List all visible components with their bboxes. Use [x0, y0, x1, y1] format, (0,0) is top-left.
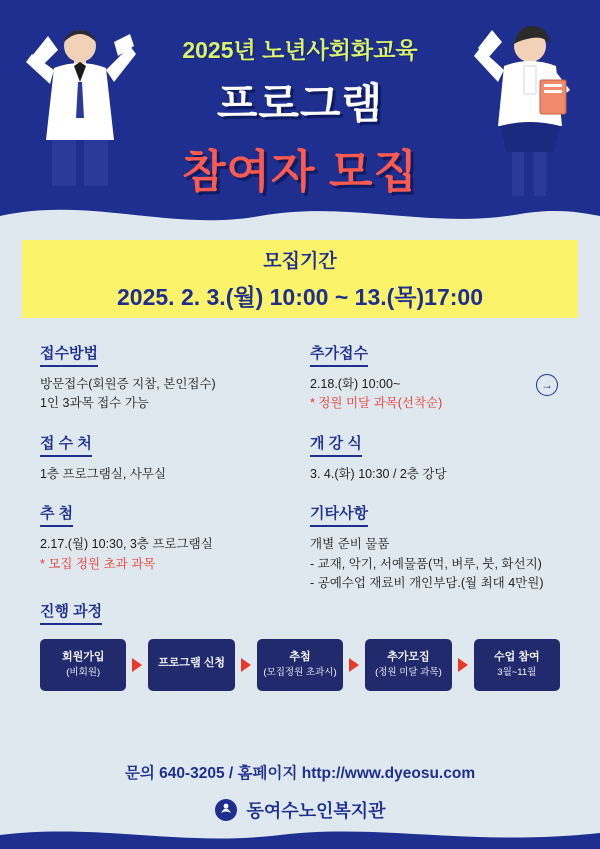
- arrow-right-icon: [349, 658, 359, 672]
- info-block-application-method: [40, 342, 300, 414]
- recruitment-period-box: [22, 240, 578, 318]
- footer-section: [0, 729, 600, 849]
- block-title: 추가접수: [310, 342, 368, 367]
- block-line: 3. 4.(화) 10:30 / 2층 강당: [310, 466, 447, 481]
- title-line-3: 참여자 모집: [182, 146, 418, 197]
- process-step-4: [365, 639, 451, 691]
- arrow-right-icon: [458, 658, 468, 672]
- info-block-additional-application: [310, 342, 580, 414]
- step-main: 추첨: [289, 651, 311, 664]
- process-title: 진행 과정: [40, 600, 102, 625]
- block-line: 방문접수(회원증 지참, 본인접수): [40, 377, 216, 391]
- process-step-3: [257, 639, 343, 691]
- block-line: 개별 준비 물품: [310, 537, 390, 552]
- process-step-5: [474, 639, 560, 691]
- step-sub: (정원 미달 과목): [375, 666, 442, 678]
- organization: [0, 797, 600, 823]
- info-block-other-notes: [310, 502, 580, 593]
- step-sub: 3월~11월: [497, 666, 537, 678]
- block-line: 2.17.(월) 10:30, 3층 프로그램실: [40, 537, 213, 552]
- info-section: [0, 342, 600, 602]
- block-title: 개 강 식: [310, 432, 362, 457]
- block-title: 기타사항: [310, 502, 368, 527]
- info-block-application-place: [40, 432, 300, 484]
- period-label: 모집기간: [263, 251, 337, 272]
- info-column-right: [310, 342, 580, 611]
- title-line-1: 2025년 노년사회화교육: [182, 37, 418, 63]
- poster-title: [0, 0, 600, 232]
- organization-name: 동여수노인복지관: [246, 801, 386, 821]
- title-line-2: 프로그램: [216, 80, 384, 127]
- process-step-2: [148, 639, 234, 691]
- block-line: - 교재, 악기, 서예물품(먹, 벼루, 붓, 화선지): [310, 556, 542, 571]
- header-banner: [0, 0, 600, 232]
- step-sub: (모집정원 초과시): [263, 666, 337, 678]
- footer-contact: 문의 640-3205 / 홈페이지 http://www.dyeosu.com: [124, 765, 476, 782]
- process-section: [40, 600, 560, 691]
- process-steps: [40, 639, 560, 691]
- step-main: 추가모집: [387, 651, 430, 664]
- arrow-right-icon: [132, 658, 142, 672]
- block-line: 1인 3과목 접수 가능: [40, 396, 149, 411]
- logo-icon: [214, 798, 238, 822]
- block-title: 접 수 처: [40, 432, 92, 457]
- step-main: 프로그램 신청: [158, 657, 226, 670]
- block-line: 2.18.(화) 10:00~: [310, 377, 401, 391]
- arrow-right-icon: [241, 658, 251, 672]
- info-column-left: [40, 342, 300, 592]
- step-sub: (비회원): [66, 666, 101, 678]
- block-title: 접수방법: [40, 342, 98, 367]
- period-value: 2025. 2. 3.(월) 10:00 ~ 13.(목)17:00: [117, 284, 483, 310]
- info-block-lottery: [40, 502, 300, 574]
- info-block-opening-ceremony: [310, 432, 580, 484]
- block-note: * 정원 미달 과목(선착순): [310, 396, 443, 411]
- process-step-1: [40, 639, 126, 691]
- arrow-right-icon: →: [536, 374, 558, 396]
- wave-bottom-icon: [0, 823, 600, 849]
- block-line: 1층 프로그램실, 사무실: [40, 466, 167, 481]
- step-main: 수업 참여: [494, 651, 540, 664]
- block-title: 추 첨: [40, 502, 73, 527]
- block-line: - 공예수업 재료비 개인부담.(월 최대 4만원): [310, 575, 544, 590]
- step-main: 회원가입: [61, 651, 105, 664]
- block-note: * 모집 정원 초과 과목: [40, 556, 156, 571]
